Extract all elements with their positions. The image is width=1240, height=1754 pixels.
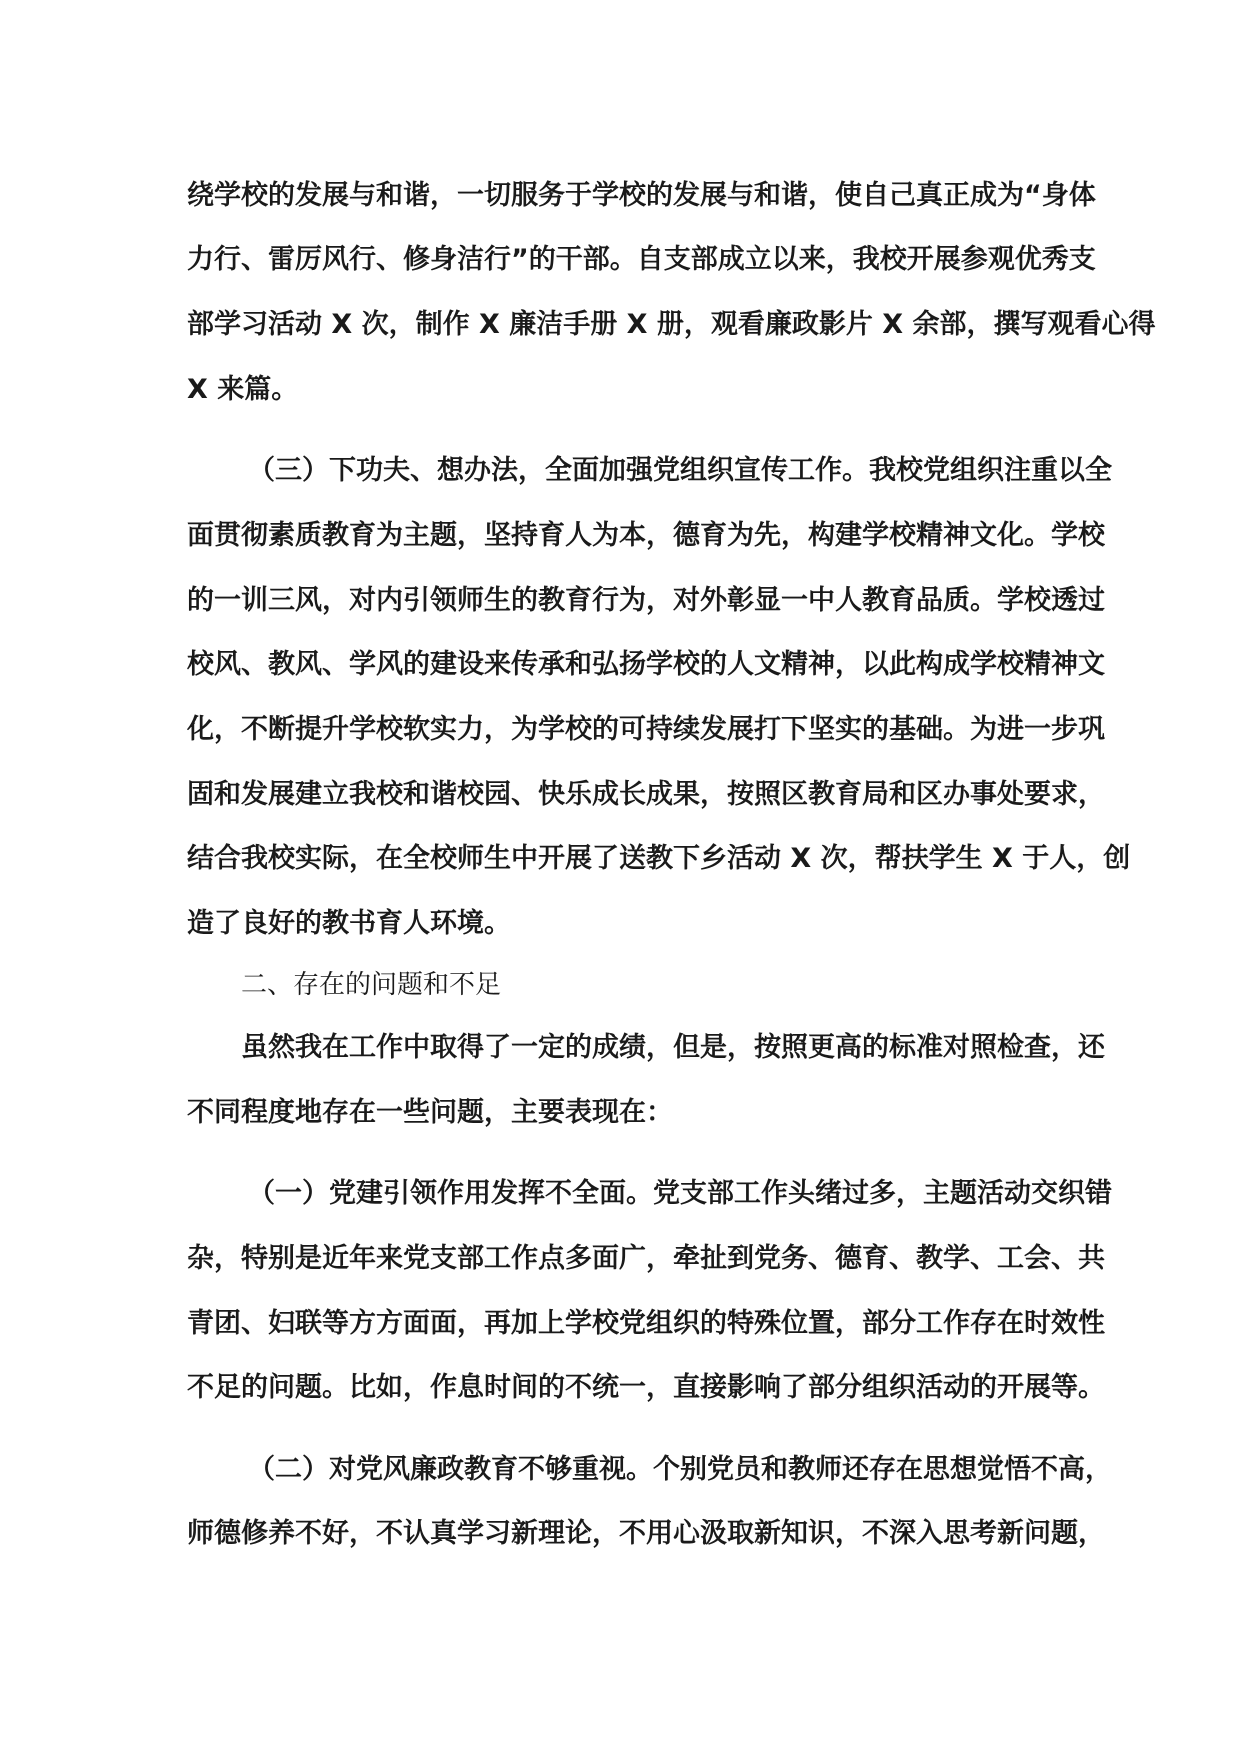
paragraph-line: 绕学校的发展与和谐，一切服务于学校的发展与和谐，使自己真正成为“身体 xyxy=(187,180,1096,211)
paragraph-line: 结合我校实际，在全校师生中开展了送教下乡活动 X 次，帮扶学生 X 于人，创 xyxy=(187,843,1131,874)
subsection-heading-line: （二）对党风廉政教育不够重视。个别党员和教师还存在思想觉悟不高， xyxy=(248,1454,1112,1485)
paragraph-line: 的一训三风，对内引领师生的教育行为，对外彰显一中人教育品质。学校透过 xyxy=(187,585,1105,616)
paragraph-line: 师德修养不好，不认真学习新理论，不用心汲取新知识，不深入思考新问题， xyxy=(187,1518,1105,1549)
paragraph-line: 面贯彻素质教育为主题，坚持育人为本，德育为先，构建学校精神文化。学校 xyxy=(187,520,1105,551)
paragraph-line: 不同程度地存在一些问题，主要表现在： xyxy=(187,1097,673,1128)
section-heading: 二、存在的问题和不足 xyxy=(241,970,502,1000)
paragraph-line: 杂，特别是近年来党支部工作点多面广，牵扯到党务、德育、教学、工会、共 xyxy=(187,1243,1105,1274)
paragraph-line: 力行、雷厉风行、修身洁行”的干部。自支部成立以来，我校开展参观优秀支 xyxy=(187,244,1096,275)
paragraph-line: 校风、教风、学风的建设来传承和弘扬学校的人文精神，以此构成学校精神文 xyxy=(187,649,1105,680)
paragraph-line: 造了良好的教书育人环境。 xyxy=(187,908,511,939)
paragraph-line: 固和发展建立我校和谐校园、快乐成长成果，按照区教育局和区办事处要求， xyxy=(187,779,1105,810)
paragraph-line: 虽然我在工作中取得了一定的成绩，但是，按照更高的标准对照检查，还 xyxy=(241,1032,1105,1063)
paragraph-line: 部学习活动 X 次，制作 X 廉洁手册 X 册，观看廉政影片 X 余部，撰写观看心得 xyxy=(187,309,1156,340)
subsection-heading-line: （三）下功夫、想办法，全面加强党组织宣传工作。我校党组织注重以全 xyxy=(248,455,1112,486)
paragraph-line: 化，不断提升学校软实力，为学校的可持续发展打下坚实的基础。为进一步巩 xyxy=(187,714,1105,745)
paragraph-line: X 来篇。 xyxy=(187,374,299,405)
subsection-heading-line: （一）党建引领作用发挥不全面。党支部工作头绪过多，主题活动交织错 xyxy=(248,1178,1112,1209)
paragraph-line: 青团、妇联等方方面面，再加上学校党组织的特殊位置，部分工作存在时效性 xyxy=(187,1308,1105,1339)
paragraph-line: 不足的问题。比如，作息时间的不统一，直接影响了部分组织活动的开展等。 xyxy=(187,1372,1105,1403)
